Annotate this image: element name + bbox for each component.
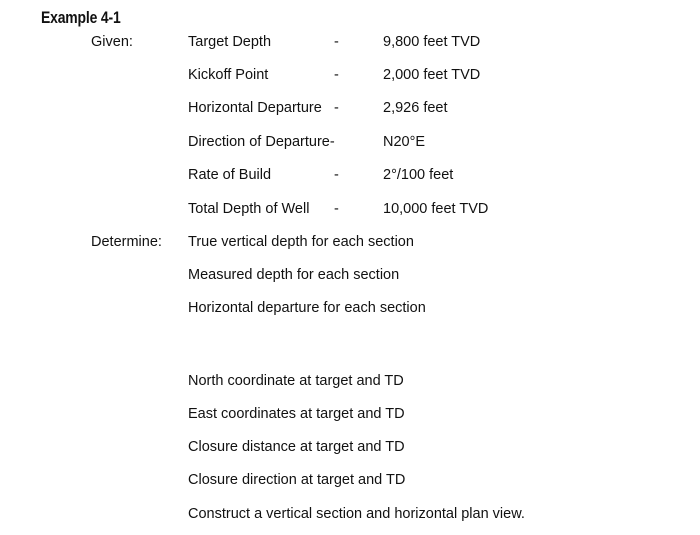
given-value-rate-of-build: 2°/100 feet [383, 167, 454, 183]
given-item-direction-of-departure [188, 134, 335, 151]
determine-item-east-coordinates: East coordinates at target and TD [188, 406, 405, 422]
given-value-total-depth: 10,000 feet TVD [383, 201, 489, 217]
given-value-target-depth: 9,800 feet TVD [383, 34, 481, 50]
determine-item-tvd: True vertical depth for each section [188, 234, 414, 250]
determine-item-closure-distance: Closure distance at target and TD [188, 439, 405, 455]
given-item-target-depth: Target Depth [188, 34, 272, 50]
given-dash-rate-of-build: - [334, 167, 339, 183]
given-item-total-depth: Total Depth of Well [188, 201, 310, 217]
given-item-kickoff-point: Kickoff Point [188, 67, 269, 83]
determine-item-horizontal-departure: Horizontal departure for each section [188, 300, 426, 316]
given-dash-kickoff-point: - [334, 67, 339, 83]
given-item-direction-text: Direction of Departure [188, 134, 330, 150]
given-value-kickoff-point: 2,000 feet TVD [383, 67, 481, 83]
given-value-horizontal-departure: 2,926 feet [383, 100, 448, 116]
determine-label: Determine: [91, 234, 162, 250]
given-dash-target-depth: - [334, 34, 339, 50]
given-item-horizontal-departure: Horizontal Departure [188, 100, 322, 116]
given-dash-direction-of-departure: - [329, 134, 335, 150]
determine-item-construct-views: Construct a vertical section and horizontal plan view. [188, 506, 525, 522]
determine-item-north-coordinate: North coordinate at target and TD [188, 373, 404, 389]
given-dash-total-depth: - [334, 201, 339, 217]
determine-item-closure-direction: Closure direction at target and TD [188, 472, 406, 488]
determine-item-md: Measured depth for each section [188, 267, 400, 283]
given-value-direction-of-departure: N20°E [383, 134, 426, 150]
given-dash-horizontal-departure: - [334, 100, 339, 116]
given-item-rate-of-build: Rate of Build [188, 167, 272, 183]
given-label: Given: [91, 34, 133, 50]
example-title: Example 4-1 [41, 8, 121, 27]
